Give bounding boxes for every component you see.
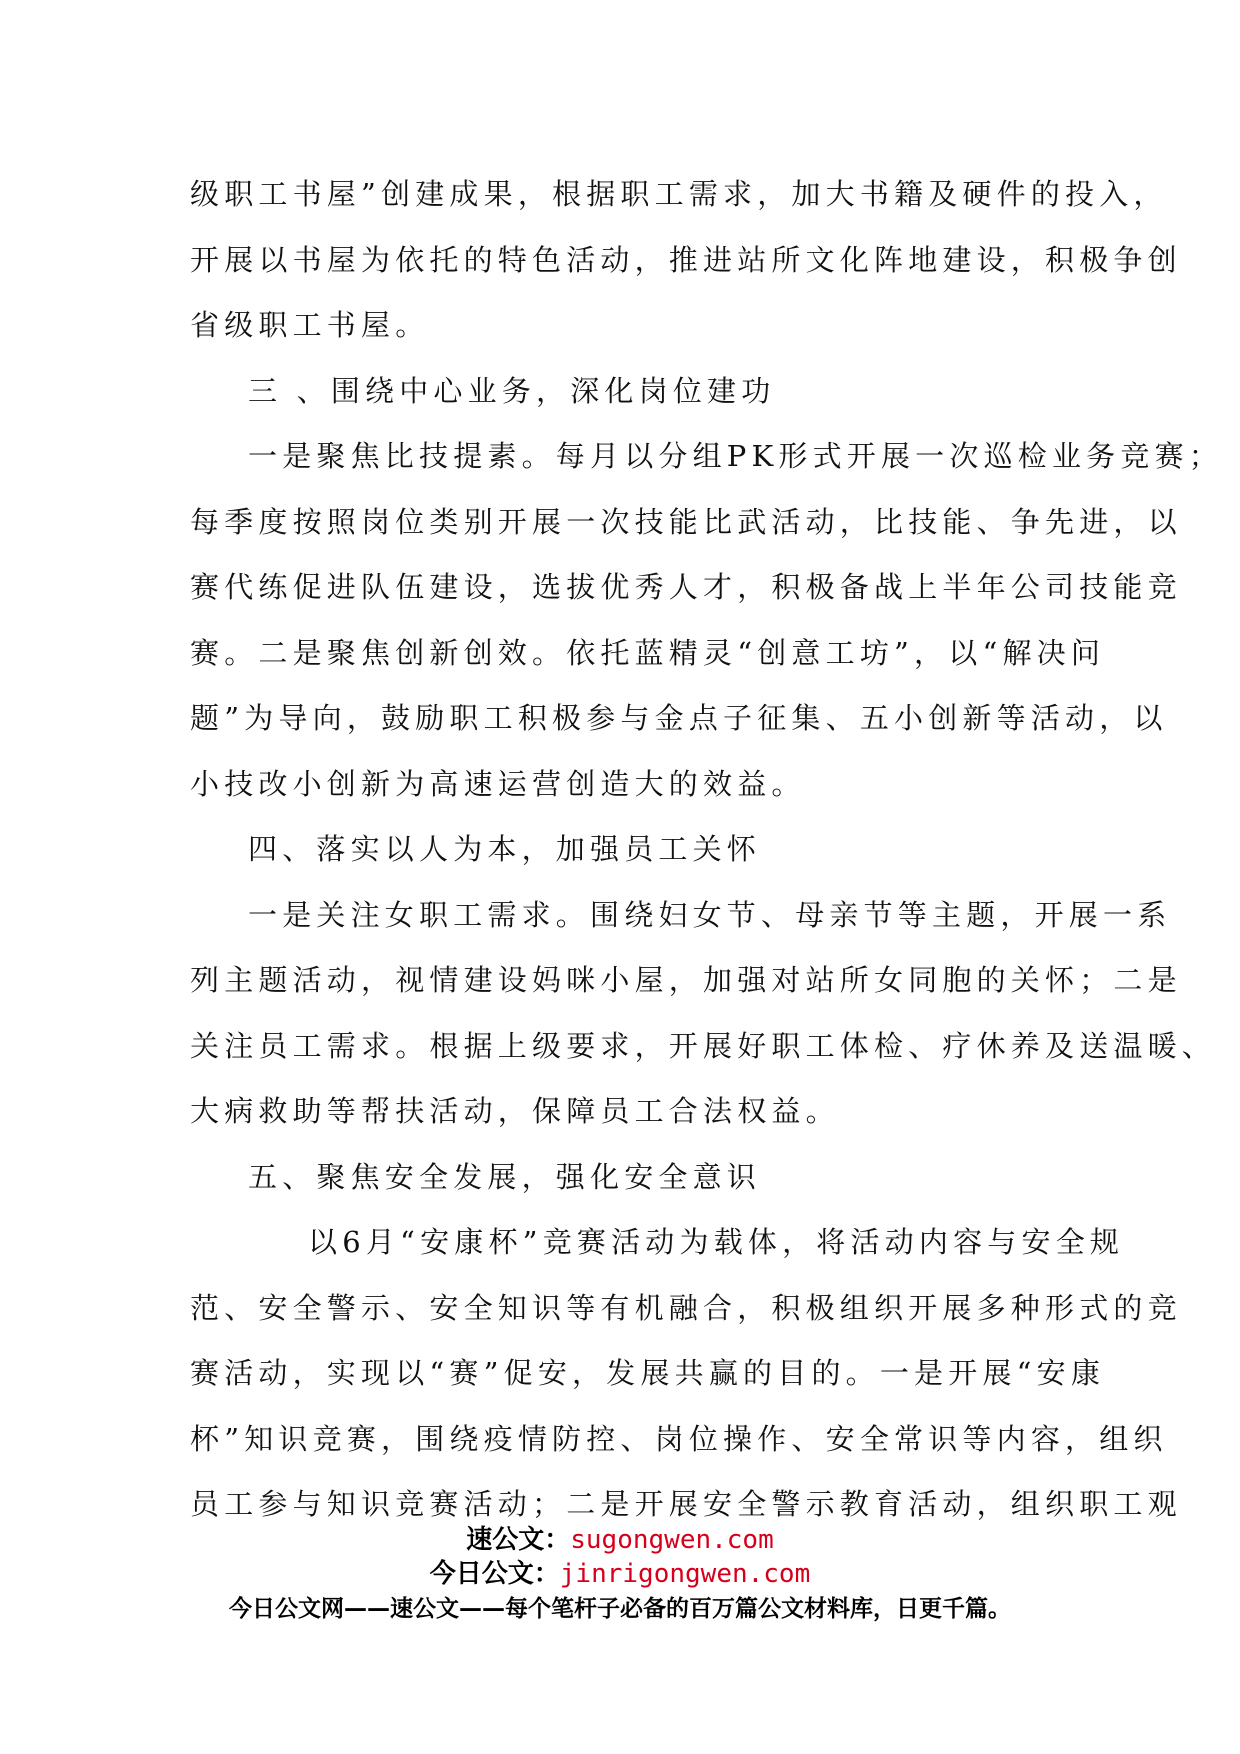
footer-site-jinrigongwen: [0, 1557, 1240, 1591]
text-line: 杯”知识竞赛，围绕疫情防控、岗位操作、安全常识等内容，组织: [190, 1421, 1168, 1456]
text-line: 范、安全警示、安全知识等有机融合，积极组织开展多种形式的竞: [190, 1290, 1182, 1325]
text-line: 题”为导向，鼓励职工积极参与金点子征集、五小创新等活动，以: [190, 701, 1168, 735]
text-line: 列主题活动，视情建设妈咪小屋，加强对站所女同胞的关怀；二是: [190, 963, 1182, 997]
footer-site-sugongwen: [0, 1523, 1240, 1557]
text-line: 三 、围绕中心业务，深化岗位建功: [248, 373, 776, 408]
text-line: 开展以书屋为依托的特色活动，推进站所文化阵地建设，积极争创: [190, 242, 1182, 277]
text-line: 一是聚焦比技提素。每月以分组PK形式开展一次巡检业务竞赛；: [248, 439, 1223, 473]
text-line: 关注员工需求。根据上级要求，开展好职工体检、疗休养及送温暖、: [190, 1028, 1217, 1063]
text-line: 省级职工书屋。: [190, 308, 430, 342]
text-line: 每季度按照岗位类别开展一次技能比武活动，比技能、争先进，以: [190, 504, 1182, 539]
footer: [0, 1523, 1240, 1627]
text-line: 一是关注女职工需求。围绕妇女节、母亲节等主题，开展一系: [248, 897, 1172, 932]
text-line: 员工参与知识竞赛活动；二是开展安全警示教育活动，组织职工观: [190, 1487, 1182, 1521]
text-line: 四、落实以人为本，加强员工关怀: [248, 832, 762, 866]
footer-slogan: 今日公文网——速公文——每个笔杆子必备的百万篇公文材料库，日更千篇。: [229, 1596, 1011, 1622]
footer-site2-label: 今日公文：: [429, 1559, 560, 1589]
text-line: 以6月“安康杯”竞赛活动为载体，将活动内容与安全规: [308, 1225, 1125, 1259]
text-line: 级职工书屋”创建成果，根据职工需求，加大书籍及硬件的投入，: [190, 177, 1168, 211]
text-line: 五、聚焦安全发展，强化安全意识: [248, 1159, 762, 1194]
footer-site2-url[interactable]: jinrigongwen.com: [559, 1559, 811, 1589]
footer-site1-label: 速公文：: [466, 1525, 571, 1555]
text-line: 大病救助等帮扶活动，保障员工合法权益。: [190, 1094, 840, 1128]
document-body: [190, 162, 1223, 1538]
text-line: 小技改小创新为高速运营创造大的效益。: [190, 766, 806, 801]
footer-site1-url[interactable]: sugongwen.com: [570, 1525, 774, 1555]
text-line: 赛活动，实现以“赛”促安，发展共赢的目的。一是开展“安康: [190, 1356, 1106, 1390]
text-line: 赛代练促进队伍建设，选拔优秀人才，积极备战上半年公司技能竞: [190, 570, 1182, 604]
text-line: 赛。二是聚焦创新创效。依托蓝精灵“创意工坊”，以“解决问: [190, 635, 1106, 670]
